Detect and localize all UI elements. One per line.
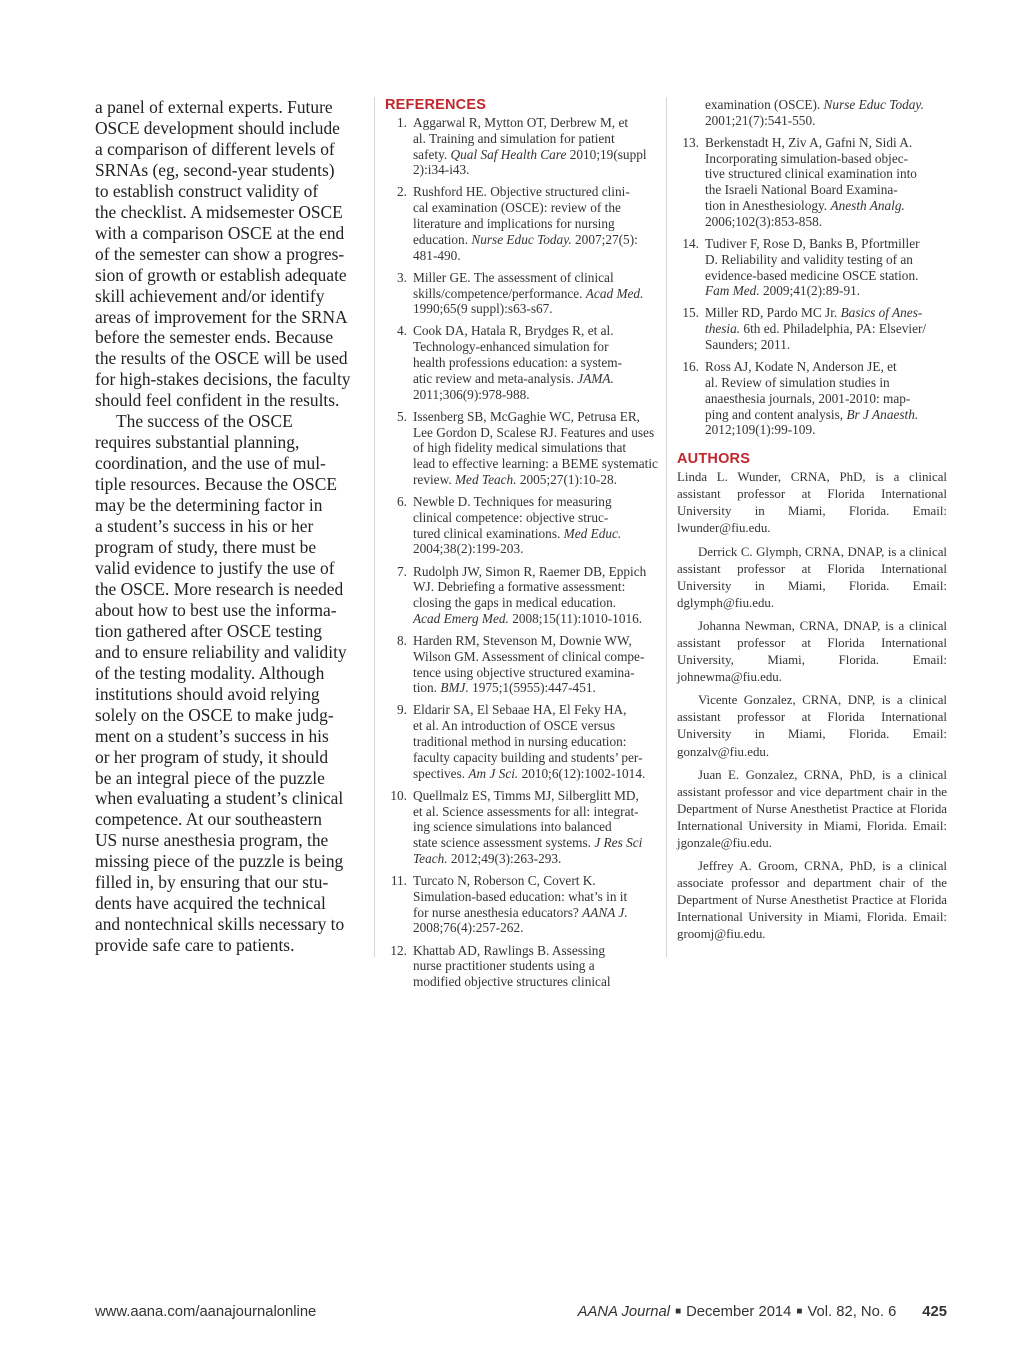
text-line: about how to best use the informa- (95, 599, 337, 620)
reference-line: of high fidelity medical simulations that (413, 440, 627, 456)
reference-line: 2004;38(2):199-203. (413, 541, 524, 557)
reference-item (385, 323, 657, 402)
reference-line: tion. BMJ. 1975;1(5955):447-451. (413, 680, 596, 696)
reference-number: 7. (397, 563, 407, 579)
reference-item (677, 359, 947, 438)
text-line: program of study, there must be (95, 537, 317, 558)
column-divider (374, 97, 375, 957)
reference-number: 9. (397, 702, 407, 718)
reference-number: 13. (682, 134, 699, 150)
reference-line: education. Nurse Educ Today. 2007;27(5): (413, 231, 638, 247)
text-line: solely on the OSCE to make judg- (95, 704, 334, 725)
text-line: a panel of external experts. Future (95, 97, 333, 117)
reference-number: 2. (397, 184, 407, 200)
reference-line: ping and content analysis, Br J Anaesth. (705, 406, 919, 422)
reference-line: Fam Med. 2009;41(2):89-91. (705, 283, 861, 299)
text-line: with a comparison OSCE at the end (95, 222, 345, 243)
text-line: institutions should avoid relying (95, 683, 320, 704)
text-line: of the testing modality. Although (95, 662, 325, 683)
references-column (385, 97, 657, 996)
reference-item (385, 409, 657, 488)
reference-line: tured clinical examinations. Med Educ. (413, 525, 622, 541)
reference-line: Miller RD, Pardo MC Jr. Basics of Anes- (705, 305, 923, 321)
text-line: US nurse anesthesia program, the (95, 830, 329, 851)
text-line: and nontechnical skills necessary to (95, 914, 345, 935)
reference-line: Simulation-based education: what’s in it (413, 888, 628, 904)
reference-line: et al. An introduction of OSCE versus (413, 718, 616, 734)
reference-item (677, 305, 947, 352)
reference-number: 3. (397, 269, 407, 285)
reference-line: al. Review of simulation studies in (705, 374, 890, 390)
references-heading: REFERENCES (385, 97, 487, 113)
reference-number: 4. (397, 323, 407, 339)
reference-line: 2001;21(7):541-550. (705, 112, 816, 128)
body-text-column (95, 97, 363, 956)
reference-line: faculty capacity building and students’ per- (413, 749, 643, 765)
reference-number: 1. (397, 115, 407, 130)
reference-line: 481-490. (413, 247, 461, 263)
reference-line: Berkenstadt H, Ziv A, Gafni N, Sidi A. (705, 134, 913, 150)
reference-line: WJ. Debriefing a formative assessment: (413, 579, 626, 595)
issue-date: December 2014 (686, 1304, 792, 1320)
author-bio: Linda L. Wunder, CRNA, PhD, is a clinical assistant professor at Florida International University in Miami, Florida. Email: lwunder@fiu.edu. (677, 470, 947, 536)
reference-item (385, 873, 657, 936)
reference-line: D. Reliability and validity testing of an (705, 251, 913, 267)
reference-line: Eldarir SA, El Sebaae HA, El Feky HA, (413, 702, 627, 718)
references-list (385, 115, 657, 990)
text-line: of the semester can show a progres- (95, 243, 345, 264)
text-line: the OSCE. More research is needed (95, 578, 344, 599)
reference-line: spectives. Am J Sci. 2010;6(12):1002-1014. (413, 765, 646, 781)
text-line: OSCE development should include (95, 117, 340, 138)
reference-line: lead to effective learning: a BEME systematic (413, 456, 658, 472)
separator-1: ■ (675, 1306, 682, 1317)
text-line: the checklist. A midsemester OSCE (95, 201, 343, 222)
reference-line: anaesthesia journals, 2001-2010: map- (705, 390, 911, 406)
reference-line: Miller GE. The assessment of clinical (413, 269, 614, 285)
reference-line: Tudiver F, Rose D, Banks B, Pfortmiller (705, 235, 920, 251)
text-line: valid evidence to justify the use of (95, 557, 335, 578)
body-paragraph (95, 411, 363, 956)
reference-line: 2011;306(9):978-988. (413, 386, 530, 402)
reference-line: examination (OSCE). Nurse Educ Today. (705, 97, 924, 112)
reference-number: 15. (682, 305, 699, 321)
reference-item (385, 943, 657, 990)
reference-line: 2006;102(3):853-858. (705, 213, 823, 229)
references-authors-column (677, 97, 947, 950)
reference-item (385, 115, 657, 178)
text-line: sion of growth or establish adequate (95, 264, 347, 285)
reference-line: Acad Emerg Med. 2008;15(11):1010-1016. (413, 610, 643, 626)
reference-number: 14. (682, 235, 699, 251)
text-line: coordination, and the use of mul- (95, 453, 326, 474)
reference-line: Newble D. Techniques for measuring (413, 494, 612, 510)
reference-line: literature and implications for nursing (413, 216, 615, 232)
reference-number: 5. (397, 408, 407, 424)
reference-line: health professions education: a system- (413, 355, 623, 371)
reference-line: nurse practitioner students using a (413, 958, 595, 974)
reference-line: review. Med Teach. 2005;27(1):10-28. (413, 471, 617, 487)
reference-line: Technology-enhanced simulation for (413, 339, 609, 355)
reference-line: skills/competence/performance. Acad Med. (413, 285, 644, 301)
reference-item (385, 633, 657, 696)
column-divider (666, 97, 667, 957)
text-line: SRNAs (eg, second-year students) (95, 159, 335, 180)
text-line: or her program of study, it should (95, 746, 329, 767)
reference-line: state science assessment systems. J Res Sci (413, 835, 643, 851)
reference-line: 1990;65(9 suppl):s63-s67. (413, 301, 553, 317)
page-number: 425 (922, 1304, 947, 1320)
reference-line: clinical competence: objective struc- (413, 509, 609, 525)
reference-number: 8. (397, 632, 407, 648)
reference-line: Ross AJ, Kodate N, Anderson JE, et (705, 359, 897, 375)
reference-line: Turcato N, Roberson C, Covert K. (413, 873, 596, 889)
reference-line: tive structured clinical examination into (705, 166, 917, 182)
text-line: filled in, by ensuring that our stu- (95, 872, 329, 893)
reference-number: 6. (397, 494, 407, 510)
reference-item (677, 97, 947, 129)
reference-line: 2012;109(1):99-109. (705, 422, 816, 438)
reference-line: tence using objective structured examina- (413, 664, 635, 680)
reference-line: ing science simulations into balanced (413, 819, 612, 835)
text-line: to establish construct validity of (95, 180, 319, 201)
text-line: requires substantial planning, (95, 432, 300, 453)
authors-heading: AUTHORS (677, 451, 751, 468)
reference-line: Wilson GM. Assessment of clinical compe- (413, 648, 645, 664)
separator-2: ■ (796, 1306, 803, 1317)
journal-name: AANA Journal (577, 1304, 671, 1320)
reference-number: 12. (390, 942, 407, 958)
reference-line: Issenberg SB, McGaghie WC, Petrusa ER, (413, 408, 641, 424)
reference-item (385, 270, 657, 317)
reference-line: tion in Anesthesiology. Anesth Analg. (705, 198, 905, 214)
reference-line: Rudolph JW, Simon R, Raemer DB, Eppich (413, 563, 647, 579)
reference-line: for nurse anesthesia educators? AANA J. (413, 904, 628, 920)
reference-line: Khattab AD, Rawlings B. Assessing (413, 942, 606, 958)
text-line: competence. At our southeastern (95, 809, 322, 830)
reference-line: modified objective structures clinical (413, 974, 611, 990)
text-line: The success of the OSCE (116, 411, 293, 432)
text-line: be an integral piece of the puzzle (95, 767, 325, 788)
reference-item (677, 236, 947, 299)
text-line: before the semester ends. Because (95, 327, 334, 348)
text-line: skill achievement and/or identify (95, 285, 325, 306)
author-bio: Derrick C. Glymph, CRNA, DNAP, is a clinical assistant professor at Florida International University in Miami, Florida. Email: dglymph@fiu.edu. (677, 544, 947, 610)
reference-item (385, 702, 657, 781)
body-paragraph (95, 97, 363, 411)
reference-line: Aggarwal R, Mytton OT, Derbrew M, et (413, 115, 629, 130)
text-line: a student’s success in his or her (95, 516, 314, 537)
reference-line: Saunders; 2011. (705, 337, 791, 353)
reference-line: Incorporating simulation-based objec- (705, 150, 909, 166)
text-line: and to ensure reliability and validity (95, 641, 347, 662)
text-line: may be the determining factor in (95, 495, 323, 516)
reference-line: Lee Gordon D, Scalese RJ. Features and uses (413, 424, 655, 440)
reference-line: atic review and meta-analysis. JAMA. (413, 370, 614, 386)
text-line: missing piece of the puzzle is being (95, 851, 344, 872)
text-line: areas of improvement for the SRNA (95, 306, 348, 327)
volume-issue: Vol. 82, No. 6 (807, 1304, 897, 1320)
reference-line: al. Training and simulation for patient (413, 130, 615, 146)
reference-line: 2):i34-i43. (413, 162, 470, 178)
reference-line: cal examination (OSCE): review of the (413, 200, 621, 216)
reference-item (677, 135, 947, 230)
reference-line: Cook DA, Hatala R, Brydges R, et al. (413, 323, 614, 339)
text-line: dents have acquired the technical (95, 893, 326, 914)
reference-item (385, 788, 657, 867)
reference-line: Harden RM, Stevenson M, Downie WW, (413, 632, 632, 648)
reference-line: closing the gaps in medical education. (413, 595, 617, 611)
text-line: when evaluating a student’s clinical (95, 788, 344, 809)
text-line: tion gathered after OSCE testing (95, 620, 322, 641)
reference-line: the Israeli National Board Examina- (705, 182, 898, 198)
reference-line: Quellmalz ES, Timms MJ, Silberglitt MD, (413, 787, 639, 803)
text-line: ment on a student’s success in his (95, 725, 329, 746)
reference-line: Teach. 2012;49(3):263-293. (413, 850, 562, 866)
reference-number: 10. (390, 787, 407, 803)
text-line: the results of the OSCE will be used (95, 348, 348, 369)
reference-line: traditional method in nursing education: (413, 734, 627, 750)
text-line: provide safe care to patients. (95, 935, 295, 956)
author-bio: Johanna Newman, CRNA, DNAP, is a clinical assistant professor at Florida International University, Miami, Florida. Email: johnewma@fiu.edu. (677, 618, 947, 685)
text-line: a comparison of different levels of (95, 138, 335, 159)
reference-number: 16. (682, 359, 699, 375)
text-line: tiple resources. Because the OSCE (95, 474, 337, 495)
text-line: should feel confident in the results. (95, 390, 340, 411)
author-bio: Jeffrey A. Groom, CRNA, PhD, is a clinical associate professor and department chair of the Department of Nurse Anesthetist Practice at Florida International University in Miami, Florida. Email: groomj@fiu.edu. (677, 859, 947, 942)
reference-line: evidence-based medicine OSCE station. (705, 267, 919, 283)
page-footer (95, 1304, 947, 1324)
reference-line: thesia. 6th ed. Philadelphia, PA: Elsevier/ (705, 321, 927, 337)
reference-line: 2008;76(4):257-262. (413, 920, 524, 936)
reference-line: et al. Science assessments for all: integrat- (413, 803, 639, 819)
author-bio: Vicente Gonzalez, CRNA, DNP, is a clinical assistant professor at Florida International University in Miami, Florida. Email: gonzalv@fiu.edu. (677, 693, 947, 759)
reference-item (385, 184, 657, 263)
reference-item (385, 564, 657, 627)
journal-citation (578, 1304, 947, 1320)
authors-list (677, 469, 947, 943)
text-line: for high-stakes decisions, the faculty (95, 369, 351, 390)
reference-item (385, 494, 657, 557)
journal-url: www.aana.com/aanajournalonline (95, 1304, 317, 1320)
references-list-continued (677, 97, 947, 438)
author-bio: Juan E. Gonzalez, CRNA, PhD, is a clinical assistant professor and vice department chair in the Department of Nurse Anesthetist Practice at Florida International University in Miami, Florida. Email: jgonzale@fiu.edu. (677, 767, 947, 850)
reference-line: Rushford HE. Objective structured clini- (413, 184, 630, 200)
reference-number: 11. (390, 873, 407, 889)
reference-line: safety. Qual Saf Health Care 2010;19(suppl (413, 146, 647, 162)
